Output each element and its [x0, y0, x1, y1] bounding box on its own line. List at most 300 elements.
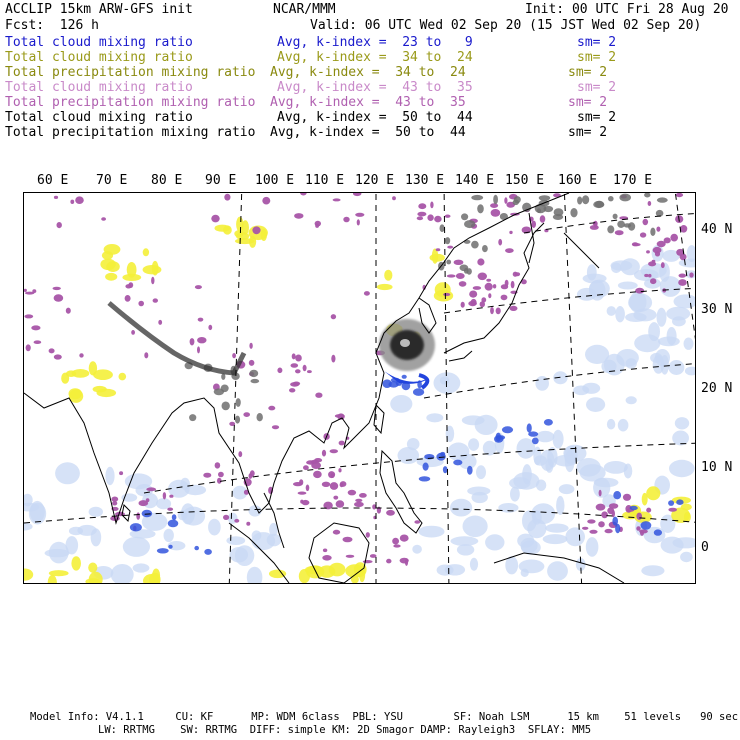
cloud-cell	[355, 499, 362, 502]
cloud-cell	[565, 527, 585, 546]
cloud-cell	[298, 492, 307, 495]
cloud-cell	[54, 294, 64, 302]
cloud-cell	[343, 537, 353, 543]
cloud-cell	[544, 206, 554, 212]
cloud-cell	[24, 569, 33, 581]
cloud-cell	[654, 529, 662, 535]
cloud-cell	[577, 458, 601, 477]
cloud-cell	[608, 196, 614, 201]
cloud-cell	[443, 466, 448, 473]
cloud-cell	[249, 370, 258, 377]
cloud-cell	[547, 561, 568, 581]
cloud-cell	[657, 308, 667, 327]
cloud-cell	[467, 487, 490, 496]
cloud-cell	[478, 273, 487, 281]
cloud-cell	[669, 460, 695, 477]
cloud-cell	[554, 455, 578, 467]
cloud-cell	[101, 217, 106, 221]
cloud-cell	[520, 538, 537, 553]
cloud-cell	[250, 470, 255, 476]
cloud-cell	[553, 430, 564, 449]
cloud-cell	[594, 478, 619, 487]
cloud-cell	[590, 225, 599, 230]
cloud-cell	[511, 281, 515, 288]
cloud-cell	[386, 510, 395, 516]
cloud-cell	[75, 196, 84, 204]
cloud-cell	[226, 536, 245, 545]
cloud-cell	[257, 413, 263, 421]
cloud-cell	[623, 494, 631, 501]
cloud-cell	[167, 508, 173, 511]
cloud-cell	[426, 413, 443, 422]
cloud-cell	[613, 214, 618, 220]
cloud-cell	[31, 325, 40, 330]
cloud-cell	[194, 546, 199, 550]
field-smoothing: sm= 2	[568, 95, 608, 110]
cloud-cell	[329, 563, 346, 577]
cloud-cell	[354, 502, 364, 507]
cloud-cell	[434, 290, 453, 302]
field-smoothing: sm= 2	[577, 110, 617, 125]
cloud-cell	[203, 473, 211, 478]
cloud-cell	[418, 203, 426, 209]
cloud-cell	[100, 259, 115, 270]
cloud-cell	[131, 330, 135, 335]
cloud-cell	[322, 555, 331, 561]
cloud-cell	[249, 505, 262, 516]
field-k-index: Avg, k-index = 50 to 44	[270, 125, 466, 140]
cloud-cell	[423, 463, 429, 471]
cloud-cell	[684, 512, 691, 523]
cloud-cell	[331, 314, 336, 319]
cloud-cell	[573, 386, 589, 396]
cloud-cell	[366, 532, 370, 538]
cloud-cell	[445, 564, 465, 575]
cloud-cell	[661, 262, 665, 268]
cloud-cell	[450, 499, 472, 517]
cloud-cell	[630, 506, 638, 510]
cloud-cell	[440, 452, 445, 456]
cloud-cell	[323, 549, 327, 553]
cloud-cell	[509, 231, 512, 234]
field-k-index: Avg, k-index = 43 to 35	[277, 80, 473, 95]
cloud-cell	[599, 490, 602, 497]
cloud-cell	[497, 435, 505, 440]
cloud-cell	[527, 519, 546, 538]
cloud-cell	[111, 497, 118, 502]
cloud-cell	[249, 343, 252, 349]
cloud-cell	[650, 228, 655, 236]
cloud-cell	[471, 299, 477, 306]
cloud-cell	[473, 286, 481, 290]
cloud-cell	[355, 213, 364, 217]
cloud-cell	[684, 338, 694, 350]
field-k-index: Avg, k-index = 34 to 24	[277, 50, 473, 65]
cloud-cell	[635, 288, 644, 294]
cloud-cell	[604, 461, 628, 474]
cloud-cell	[570, 208, 577, 217]
cloud-cell	[587, 519, 595, 523]
cloud-cell	[586, 397, 605, 412]
model-title: ACCLIP 15km ARW-GFS init	[5, 2, 193, 17]
cloud-cell	[339, 441, 345, 446]
cloud-cell	[593, 221, 598, 226]
cloud-cell	[653, 247, 662, 253]
cloud-cell	[138, 301, 144, 307]
cloud-cell	[556, 496, 564, 515]
latitude-label: 0	[701, 540, 709, 555]
cloud-cell	[604, 354, 625, 376]
cloud-cell	[467, 466, 473, 475]
cloud-cell	[642, 493, 648, 506]
longitude-label: 120 E	[355, 173, 395, 188]
model-info-line2: LW: RRTMG SW: RRTMG DIFF: simple KM: 2D Smagor DAMP: Rayleigh3 SFLAY: MM5	[98, 724, 592, 736]
cloud-cell	[407, 438, 420, 450]
cloud-cell	[470, 558, 478, 571]
cloud-cell	[169, 495, 173, 498]
cloud-cell	[443, 293, 450, 296]
cloud-cell	[105, 467, 114, 485]
cloud-cell	[77, 525, 96, 536]
cloud-cell	[493, 284, 496, 288]
cloud-cell	[143, 265, 162, 274]
cloud-cell	[322, 450, 326, 457]
cloud-cell	[66, 308, 71, 314]
cloud-cell	[322, 482, 330, 487]
cloud-cell	[464, 220, 475, 228]
cloud-cell	[123, 537, 150, 557]
cloud-cell	[513, 272, 518, 277]
cloud-cell	[315, 224, 319, 228]
cloud-cell	[510, 487, 520, 502]
cloud-cell	[577, 197, 582, 205]
cloud-cell	[357, 219, 360, 225]
cloud-cell	[168, 545, 172, 549]
cloud-cell	[540, 215, 546, 223]
cloud-cell	[456, 273, 465, 279]
cloud-cell	[235, 416, 240, 424]
field-smoothing: sm= 2	[577, 50, 617, 65]
cloud-cell	[678, 279, 687, 286]
cloud-cell	[268, 406, 275, 411]
longitude-label: 150 E	[505, 173, 545, 188]
cloud-cell	[198, 318, 204, 322]
cloud-cell	[414, 520, 420, 524]
cloud-cell	[384, 270, 392, 281]
cloud-cell	[168, 520, 179, 528]
cloud-cell	[521, 569, 529, 577]
cloud-cell	[502, 426, 513, 433]
longitude-label: 90 E	[205, 173, 237, 188]
cloud-cell	[454, 260, 464, 265]
longitude-label: 80 E	[151, 173, 183, 188]
cloud-cell	[143, 248, 149, 256]
mountain-ridge-cloud	[109, 303, 244, 373]
cloud-cell	[468, 438, 479, 451]
cloud-cell	[522, 203, 531, 212]
cloud-cell	[343, 217, 349, 223]
cloud-cell	[392, 538, 399, 545]
cloud-cell	[451, 536, 479, 546]
cloud-cell	[390, 395, 412, 413]
cloud-cell	[234, 519, 239, 523]
cloud-cell	[615, 230, 624, 235]
field-k-index: Avg, k-index = 23 to 9	[277, 35, 473, 50]
cloud-cell	[224, 194, 230, 201]
cloud-cell	[235, 545, 254, 566]
cloud-cell	[26, 344, 31, 351]
cloud-cell	[190, 338, 195, 345]
cloud-cell	[66, 370, 76, 377]
cloud-cell	[629, 292, 646, 313]
cloud-cell	[119, 373, 127, 381]
cloud-cell	[618, 419, 629, 432]
cloud-cell	[626, 396, 637, 404]
cloud-cell	[291, 363, 299, 368]
cloud-cell	[601, 511, 608, 518]
cloud-cell	[353, 193, 361, 196]
cloud-cell	[676, 499, 683, 505]
cloud-cell	[447, 246, 453, 249]
field-k-index: Avg, k-index = 50 to 44	[277, 110, 473, 125]
cloud-cell	[505, 280, 509, 287]
cloud-cell	[469, 291, 477, 298]
cloud-cell	[505, 248, 514, 253]
cloud-cell	[459, 281, 467, 287]
valid-time: Valid: 06 UTC Wed 02 Sep 20 (15 JST Wed 02 Sep 20)	[310, 18, 702, 33]
cloud-cell	[617, 221, 625, 228]
cloud-cell	[680, 225, 687, 233]
cloud-cell	[54, 196, 58, 199]
cloud-cell	[513, 472, 539, 490]
cloud-cell	[34, 340, 42, 344]
cloud-cell	[534, 455, 547, 465]
cloud-cell	[644, 193, 650, 198]
cloud-cell	[111, 564, 134, 583]
cloud-cell	[243, 412, 250, 417]
cloud-cell	[618, 282, 638, 290]
cloud-cell	[467, 268, 472, 275]
cloud-cell	[208, 325, 212, 330]
cloud-cell	[122, 274, 141, 281]
cloud-cell	[668, 500, 674, 506]
cloud-cell	[71, 556, 81, 570]
cloud-cell	[70, 200, 74, 204]
cloud-cell	[536, 431, 554, 442]
cloud-cell	[681, 504, 692, 511]
cloud-cell	[181, 503, 195, 524]
cloud-cell	[139, 500, 149, 506]
cloud-cell	[445, 237, 450, 244]
field-name: Total cloud mixing ratio	[5, 80, 193, 95]
cloud-cell	[232, 353, 236, 358]
cloud-cell	[311, 462, 321, 469]
cloud-cell	[221, 385, 229, 393]
cloud-cell	[295, 369, 301, 373]
cloud-cell	[471, 195, 483, 200]
field-k-index: Avg, k-index = 43 to 35	[270, 95, 466, 110]
cloud-cell	[605, 529, 613, 533]
cloud-cell	[300, 193, 306, 196]
cloud-cell	[133, 563, 150, 572]
cloud-cell	[461, 213, 468, 220]
cloud-cell	[535, 376, 549, 391]
cloud-cell	[582, 527, 588, 530]
cloud-cell	[493, 195, 498, 204]
cloud-cell	[249, 360, 255, 366]
cloud-cell	[151, 277, 154, 284]
cloud-cell	[54, 354, 62, 359]
cloud-cell	[25, 292, 34, 295]
cloud-cell	[119, 471, 123, 475]
cloud-cell	[670, 234, 678, 242]
cloud-cell	[306, 485, 310, 492]
cloud-cell	[532, 438, 539, 445]
cloud-cell	[267, 534, 282, 547]
cloud-cell	[24, 314, 33, 318]
longitude-label: 140 E	[455, 173, 495, 188]
cloud-cell	[641, 521, 652, 530]
cloud-cell	[340, 483, 344, 487]
longitude-label: 160 E	[558, 173, 598, 188]
cloud-cell	[648, 274, 651, 278]
cloud-cell	[619, 194, 631, 202]
cloud-cell	[413, 388, 424, 396]
cloud-cell	[208, 519, 221, 536]
cloud-cell	[252, 226, 260, 234]
cloud-cell	[430, 202, 433, 209]
map-panel	[23, 192, 696, 584]
cloud-cell	[485, 283, 493, 291]
cloud-cell	[295, 355, 302, 362]
cloud-cell	[477, 204, 484, 213]
cloud-cell	[646, 486, 660, 500]
cloud-cell	[412, 545, 422, 554]
cloud-cell	[648, 201, 652, 206]
cloud-cell	[491, 209, 501, 217]
cloud-cell	[272, 425, 279, 429]
cloud-cell	[400, 535, 409, 542]
field-name: Total cloud mixing ratio	[5, 110, 193, 125]
cloud-cell	[163, 492, 166, 499]
cloud-cell	[672, 431, 689, 446]
field-smoothing: sm= 2	[577, 80, 617, 95]
cloud-cell	[392, 196, 396, 200]
cloud-cell	[236, 217, 243, 232]
cloud-cell	[303, 365, 307, 371]
field-name: Total cloud mixing ratio	[5, 35, 193, 50]
cloud-cell	[348, 490, 356, 496]
longitude-label: 110 E	[305, 173, 345, 188]
cloud-cell	[646, 508, 651, 513]
cloud-cell	[607, 225, 614, 233]
cloud-cell	[417, 212, 426, 217]
cloud-cell	[419, 526, 445, 538]
cloud-cell	[539, 195, 551, 201]
cloud-cell	[607, 419, 615, 430]
cloud-cell	[333, 198, 341, 201]
cloud-cell	[641, 565, 664, 576]
cloud-cell	[531, 221, 536, 228]
cloud-cell	[346, 555, 355, 558]
cloud-cell	[305, 566, 324, 574]
cloud-cell	[197, 337, 206, 343]
cloud-cell	[24, 523, 33, 531]
cloud-cell	[88, 563, 97, 573]
cloud-cell	[657, 241, 666, 247]
cloud-cell	[157, 548, 169, 553]
cloud-cell	[215, 462, 221, 468]
field-name: Total precipitation mixing ratio	[5, 125, 256, 140]
cloud-cell	[480, 301, 485, 307]
cloud-cell	[488, 293, 491, 298]
cloud-cell	[236, 398, 241, 407]
field-name: Total precipitation mixing ratio	[5, 95, 256, 110]
cloud-cell	[215, 225, 231, 232]
cloud-cell	[333, 530, 340, 535]
cloud-cell	[668, 360, 684, 375]
cloud-cell	[666, 307, 690, 321]
cloud-cell	[589, 530, 597, 534]
cloud-cell	[211, 215, 219, 223]
cloud-cell	[172, 514, 177, 520]
cloud-cell	[658, 337, 680, 347]
cloud-cell	[490, 307, 494, 314]
cloud-cell	[402, 375, 407, 379]
cloud-cell	[197, 346, 200, 353]
cloud-cell	[125, 284, 131, 288]
cloud-cell	[596, 504, 606, 511]
cloud-cell	[559, 484, 575, 494]
cloud-cell	[49, 542, 69, 564]
cloud-cell	[55, 462, 80, 484]
cloud-cell	[238, 451, 242, 457]
cloud-cell	[24, 289, 27, 292]
cloud-cell	[636, 513, 642, 520]
cloud-cell	[598, 521, 605, 527]
cloud-cell	[293, 382, 300, 386]
cloud-cell	[554, 208, 564, 216]
cloud-cell	[222, 402, 230, 411]
cloud-cell	[292, 353, 296, 359]
longitude-label: 130 E	[405, 173, 445, 188]
field-smoothing: sm= 2	[568, 65, 608, 80]
cloud-cell	[164, 529, 174, 542]
latitude-label: 10 N	[701, 460, 733, 475]
cloud-cell	[679, 274, 687, 278]
field-name: Total precipitation mixing ratio	[5, 65, 256, 80]
cloud-cell	[657, 197, 668, 202]
cloud-cell	[609, 503, 618, 509]
cloud-cell	[513, 200, 519, 206]
cloud-cell	[632, 242, 638, 246]
cloud-cell	[218, 472, 224, 478]
cloud-cell	[643, 219, 649, 225]
cloud-cell	[611, 263, 621, 274]
cloud-cell	[504, 197, 507, 204]
cloud-cell	[247, 567, 263, 583]
cloud-cell	[626, 358, 637, 369]
cloud-cell	[102, 251, 113, 260]
latitude-label: 40 N	[701, 222, 733, 237]
cloud-cell	[656, 227, 660, 232]
cloud-cell	[89, 507, 103, 517]
cloud-cell	[461, 302, 465, 308]
cloud-cell	[97, 389, 117, 397]
cloud-cell	[477, 258, 484, 265]
cloud-cell	[236, 232, 249, 240]
cloud-cell	[330, 449, 338, 453]
